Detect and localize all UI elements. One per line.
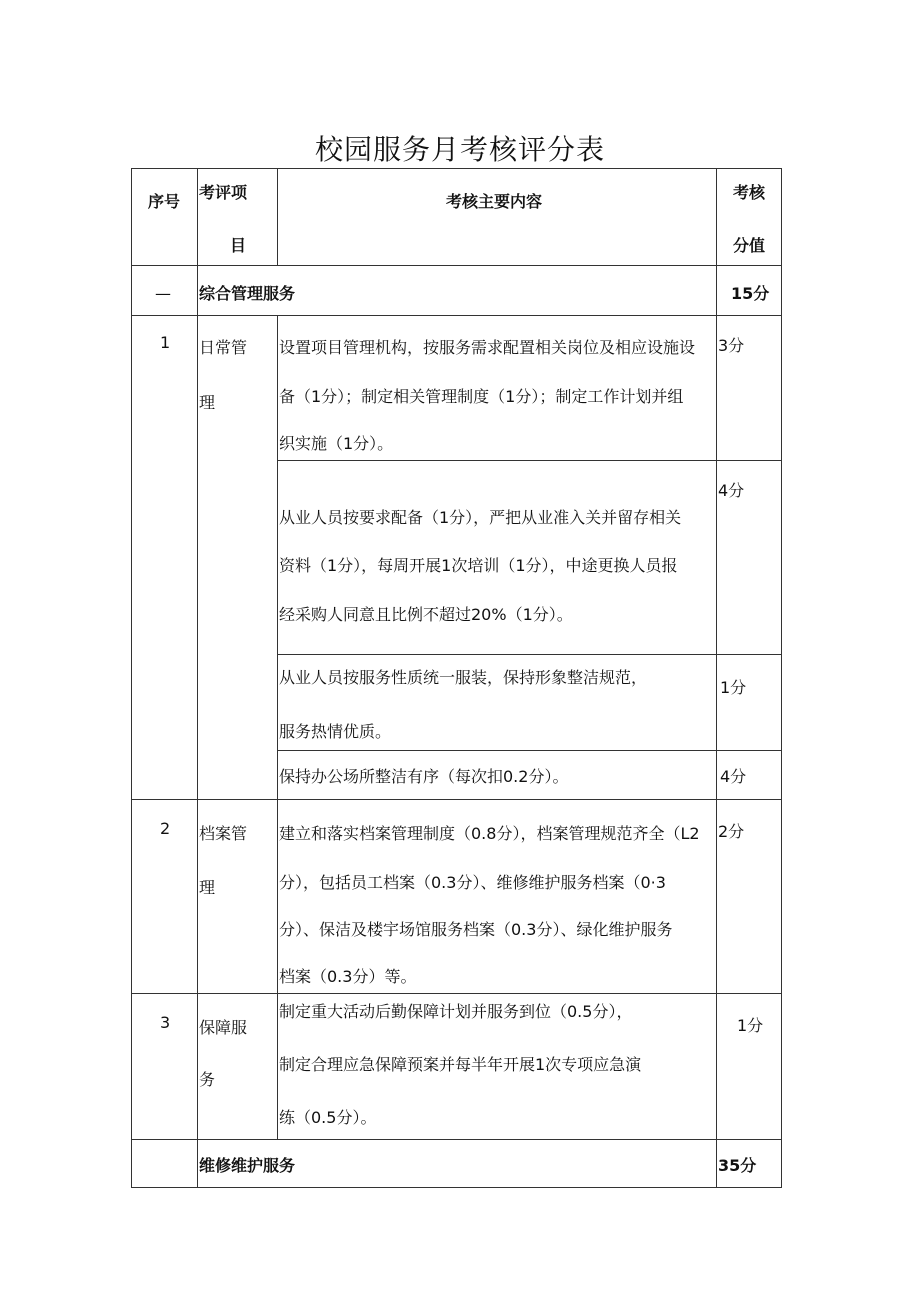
table-border-left: [131, 168, 132, 1188]
row-score: 4分: [718, 481, 745, 500]
item-seq: 3: [160, 1013, 171, 1032]
table-rule: [277, 750, 782, 751]
header-item-line2: 目: [230, 236, 247, 255]
content-line: 分），包括员工档案（0.3分）、维修维护服务档案（0·3: [279, 873, 666, 892]
header-seq: 序号: [148, 192, 181, 211]
content-line: 经采购人同意且比例不超过20%（1分）。: [279, 605, 573, 624]
page-title: 校园服务月考核评分表: [314, 133, 605, 166]
row-score: 4分: [720, 767, 747, 786]
table-rule: [131, 993, 782, 994]
content-line: 备（1分）；制定相关管理制度（1分）；制定工作计划并组: [279, 387, 684, 406]
row-score: 1分: [720, 678, 747, 697]
table-col-divider: [277, 315, 278, 1140]
table-rule: [131, 265, 782, 266]
content-line: 织实施（1分）。: [279, 434, 394, 453]
content-line: 建立和落实档案管理制度（0.8分），档案管理规范齐全（L2: [279, 824, 700, 843]
content-line: 分）、保洁及楼宇场馆服务档案（0.3分）、绿化维护服务: [279, 920, 673, 939]
table-col-divider: [716, 168, 717, 1188]
content-line: 制定合理应急保障预案并每半年开展1次专项应急演: [279, 1055, 642, 1074]
content-line: 设置项目管理机构，按服务需求配置相关岗位及相应设施设: [279, 338, 696, 357]
table-rule: [131, 1139, 782, 1140]
content-line: 练（0.5分）。: [279, 1108, 377, 1127]
content-line: 从业人员按服务性质统一服装，保持形象整洁规范，: [279, 668, 648, 687]
table-border-top: [131, 168, 782, 169]
table-rule: [277, 654, 782, 655]
table-border-right: [781, 168, 782, 1188]
section-score: 35分: [718, 1156, 757, 1175]
item-name-line1: 保障服: [199, 1018, 248, 1037]
item-seq: 2: [160, 819, 171, 838]
content-line: 服务热情优质。: [279, 722, 392, 741]
table-rule: [131, 315, 782, 316]
content-line: 保持办公场所整洁有序（每次扣0.2分）。: [279, 767, 569, 786]
header-item-line1: 考评项: [199, 183, 248, 202]
item-name-line1: 档案管: [199, 824, 248, 843]
table-col-divider: [197, 168, 198, 1188]
content-line: 档案（0.3分）等。: [279, 967, 417, 986]
row-score: 1分: [737, 1016, 764, 1035]
item-name-line2: 理: [199, 393, 216, 412]
section-score: 15分: [731, 284, 770, 303]
content-line: 制定重大活动后勤保障计划并服务到位（0.5分），: [279, 1002, 633, 1021]
section-name: 综合管理服务: [199, 284, 296, 303]
item-name-line1: 日常管: [199, 338, 248, 357]
row-score: 2分: [718, 822, 745, 841]
content-line: 从业人员按要求配备（1分），严把从业准入关并留存相关: [279, 508, 682, 527]
table-col-divider: [277, 168, 278, 266]
header-score-line1: 考核: [733, 183, 766, 202]
header-content: 考核主要内容: [446, 192, 543, 211]
header-score-line2: 分值: [733, 236, 766, 255]
item-seq: 1: [160, 333, 171, 352]
section-name: 维修维护服务: [199, 1156, 296, 1175]
content-line: 资料（1分），每周开展1次培训（1分），中途更换人员报: [279, 556, 678, 575]
item-name-line2: 理: [199, 878, 216, 897]
section-seq: —: [155, 284, 171, 303]
table-border-bottom: [131, 1187, 782, 1188]
table-rule: [277, 460, 782, 461]
row-score: 3分: [718, 336, 745, 355]
table-rule: [131, 799, 782, 800]
item-name-line2: 务: [199, 1070, 216, 1089]
